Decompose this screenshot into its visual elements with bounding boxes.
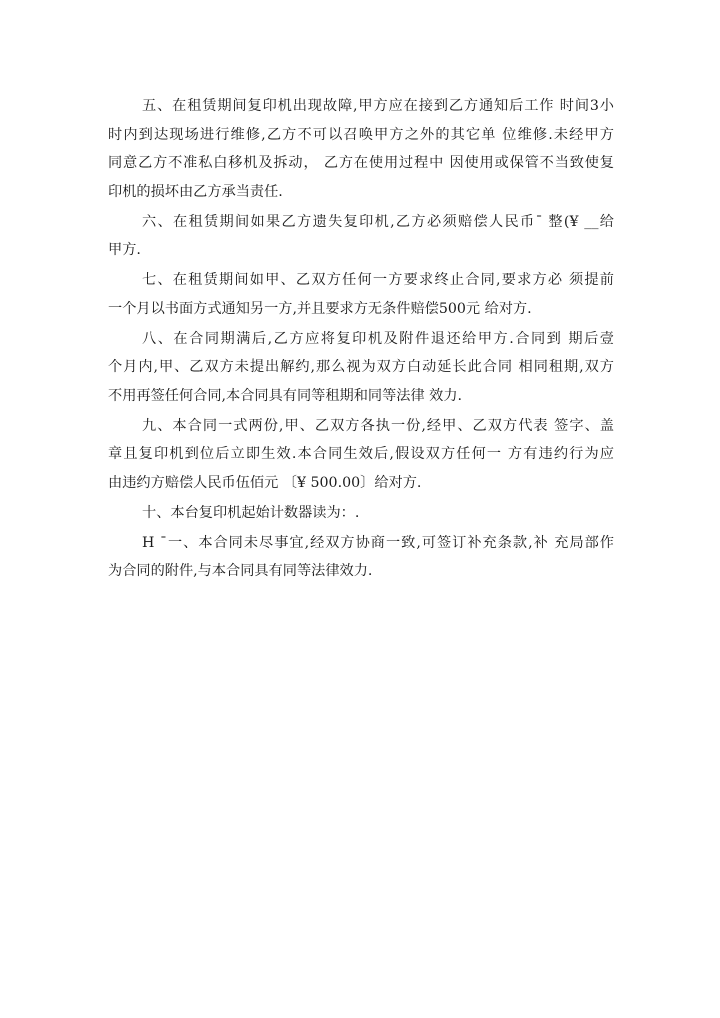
clause-8-line-3: 不用再签任何合同,本合同具有同等租期和同等法律 效力.: [108, 387, 463, 404]
clause-5: [108, 92, 614, 206]
clause-11-line-1: H ˉ一、本合同未尽事宜,经双方协商一致,可签订补充条款,补 充局部作: [142, 534, 614, 551]
clause-6-line-1: 六、在租赁期间如果乙方遗失复印机,乙方必须赔偿人民币ˉ 整(¥ __给: [142, 213, 614, 230]
clause-8-line-2: 个月内,甲、乙双方未提出解约,那么视为双方白动延长此合同 相同租期,双方: [108, 359, 614, 375]
clause-9-line-3: 由违约方赔偿人民币伍佰元 〔¥ 500.00〕给对方.: [108, 474, 422, 491]
clause-7: [108, 266, 614, 323]
clause-11: [108, 529, 614, 586]
clause-9-line-1: 九、本合同一式两份,甲、乙双方各执一份,经甲、乙双方代表 签字、盖: [142, 417, 614, 434]
contract-body: [108, 92, 614, 587]
clause-5-line-1: 五、在租赁期间复印机出现故障,甲方应在接到乙方通知后工作 时间3小: [142, 98, 614, 114]
clause-7-line-2: 一个月以书面方式通知另一方,并且要求方无条件赔偿500元 给对方.: [108, 300, 532, 317]
clause-9: [108, 412, 614, 498]
clause-8-line-1: 八、在合同期满后,乙方应将复印机及附件退还给甲方.合同到 期后壹: [142, 330, 614, 347]
clause-11-line-2: 为合同的附件,与本合同具有同等法律效力.: [108, 563, 373, 579]
clause-8: [108, 325, 614, 411]
clause-10-line-1: 十、本台复印机起始计数器读为：.: [142, 504, 360, 521]
clause-5-line-4: 印机的损坏由乙方承当责任.: [108, 183, 283, 200]
clause-5-line-3: 同意乙方不准私白移机及拆动， 乙方在使用过程中 因使用或保管不当致使复: [108, 155, 614, 171]
clause-6: [108, 208, 614, 265]
clause-10: [108, 499, 614, 528]
clause-7-line-1: 七、在租赁期间如甲、乙双方任何一方要求终止合同,要求方必 须提前: [142, 272, 614, 288]
clause-9-line-2: 章且复印机到位后立即生效.本合同生效后,假设双方任何一 方有违约行为应: [108, 446, 614, 462]
clause-5-line-2: 时内到达现场进行维修,乙方不可以召唤甲方之外的其它单 位维修.未经甲方: [108, 126, 614, 143]
clause-6-line-2: 甲方.: [108, 242, 141, 258]
